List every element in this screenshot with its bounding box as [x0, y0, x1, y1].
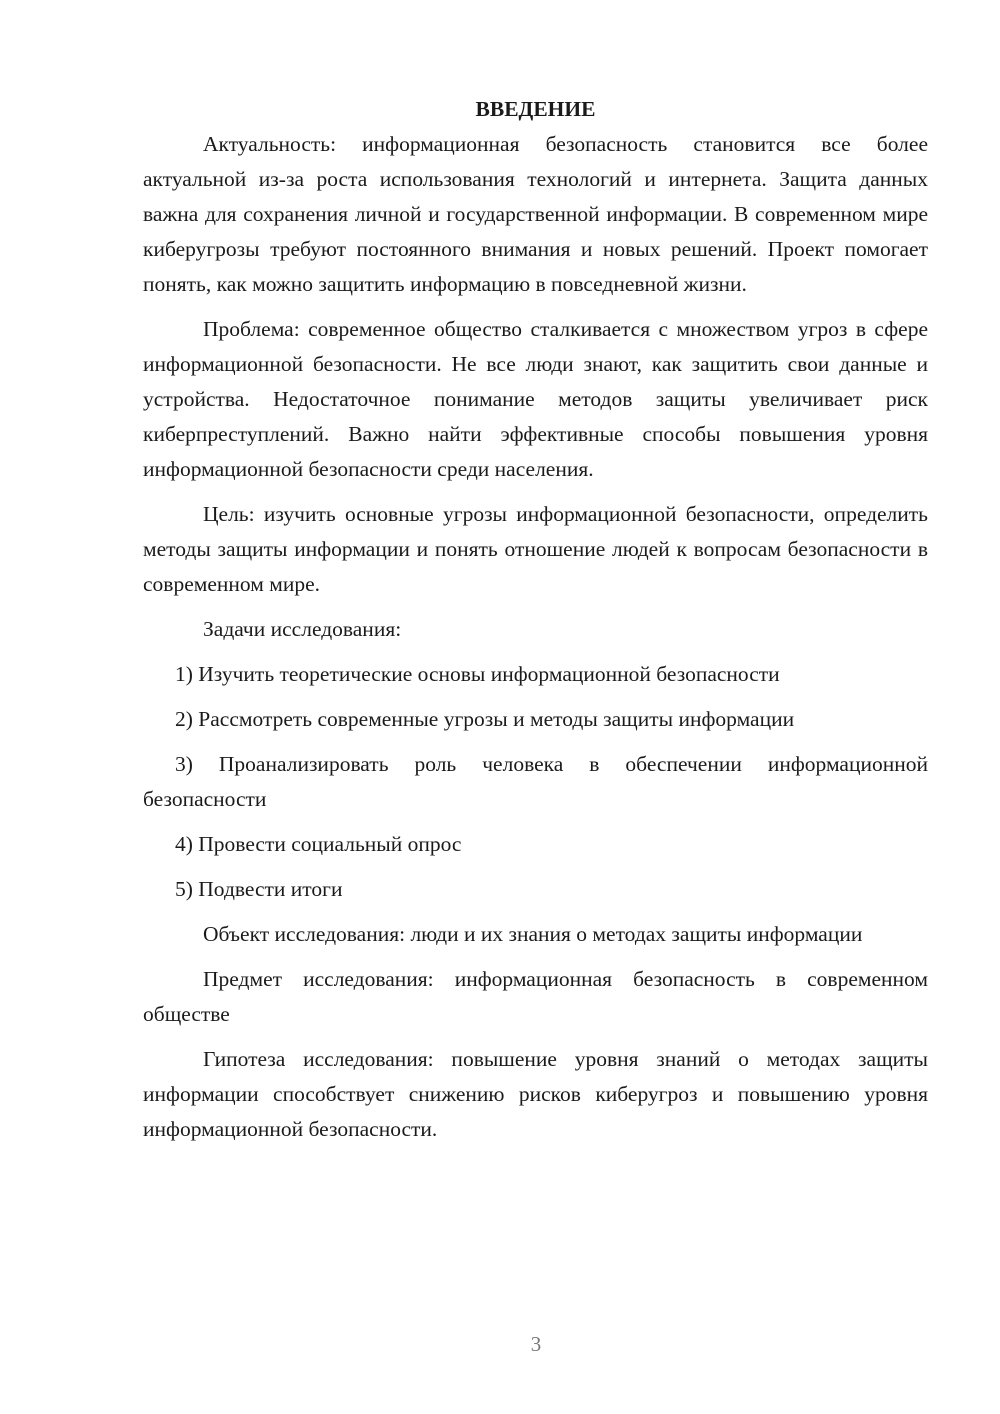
task-item: 2) Рассмотреть современные угрозы и методы защиты информации — [175, 707, 795, 731]
tasks-heading: Задачи исследования: — [203, 617, 402, 641]
relevance-paragraph: Актуальность: информационная безопасность становится все более актуальной из-за роста использования технологий и интернета. Защита данных важна для сохранения личной и государственной информации. В современном мире киберугрозы требуют постоянного внимания и новых решений. Проект помогает понять, как можно защитить информацию в повседневной жизни. — [143, 132, 928, 296]
task-item: 3) Проанализировать роль человека в обеспечении информационной безопасности — [143, 752, 928, 811]
object-paragraph: Объект исследования: люди и их знания о методах защиты информации — [203, 922, 863, 946]
section-title: ВВЕДЕНИЕ — [475, 97, 596, 121]
page-number: 3 — [530, 1332, 542, 1356]
task-item: 1) Изучить теоретические основы информационной безопасности — [175, 662, 780, 686]
document-page — [143, 92, 928, 1157]
task-item: 5) Подвести итоги — [175, 877, 343, 901]
hypothesis-paragraph: Гипотеза исследования: повышение уровня знаний о методах защиты информации способствует снижению рисков киберугроз и повышению уровня информационной безопасности. — [143, 1047, 928, 1141]
task-item: 4) Провести социальный опрос — [175, 832, 462, 856]
problem-paragraph: Проблема: современное общество сталкивается с множеством угроз в сфере информационной безопасности. Не все люди знают, как защитить свои данные и устройства. Недостаточное понимание методов защиты увеличивает риск киберпреступлений. Важно найти эффективные способы повышения уровня информационной безопасности среди населения. — [143, 317, 928, 481]
goal-paragraph: Цель: изучить основные угрозы информационной безопасности, определить методы защиты информации и понять отношение людей к вопросам безопасности в современном мире. — [143, 502, 928, 596]
subject-paragraph: Предмет исследования: информационная безопасность в современном обществе — [143, 967, 928, 1026]
